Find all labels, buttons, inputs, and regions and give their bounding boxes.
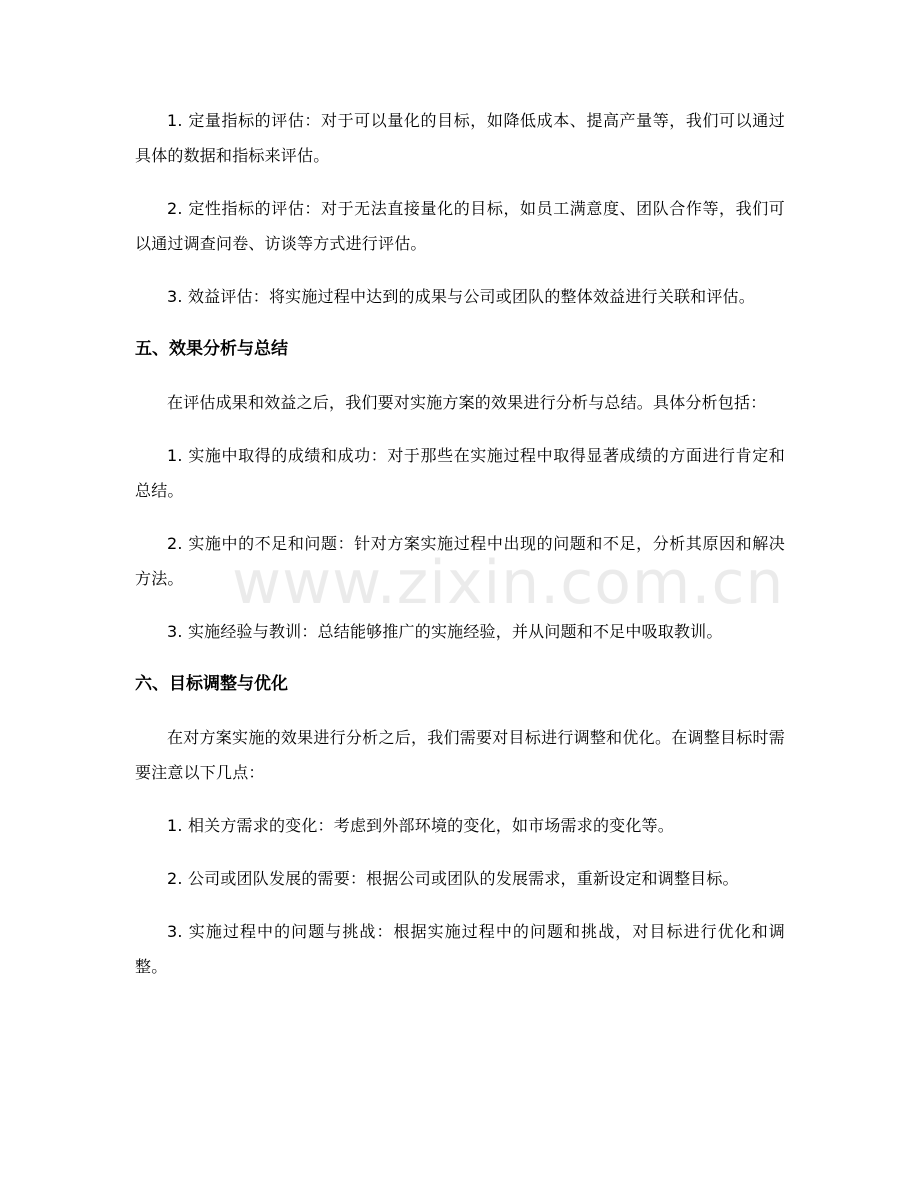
para-qualitative-evaluation: 2. 定性指标的评估：对于无法直接量化的目标，如员工满意度、团队合作等，我们可以通过调查问卷、访谈等方式进行评估。 — [135, 199, 785, 253]
para-development-needs: 2. 公司或团队发展的需要：根据公司或团队的发展需求，重新设定和调整目标。 — [167, 869, 739, 888]
para-section-5-intro: 在评估成果和效益之后，我们要对实施方案的效果进行分析与总结。具体分析包括： — [167, 393, 767, 412]
heading-section-6: 六、目标调整与优化 — [135, 674, 288, 694]
para-quantitative-evaluation: 1. 定量指标的评估：对于可以量化的目标，如降低成本、提高产量等，我们可以通过具体的数据和指标来评估。 — [135, 111, 785, 165]
heading-section-5: 五、效果分析与总结 — [135, 339, 288, 359]
para-stakeholder-needs: 1. 相关方需求的变化：考虑到外部环境的变化，如市场需求的变化等。 — [167, 816, 674, 835]
para-lessons: 3. 实施经验与教训：总结能够推广的实施经验，并从问题和不足中吸取教训。 — [167, 622, 723, 641]
watermark: www.zixin.com.cn — [232, 548, 785, 618]
para-shortcomings: 2. 实施中的不足和问题：针对方案实施过程中出现的问题和不足，分析其原因和解决方法。 — [135, 534, 785, 588]
para-section-6-intro: 在对方案实施的效果进行分析之后，我们需要对目标进行调整和优化。在调整目标时需要注意以下几点： — [135, 728, 785, 782]
para-problems-challenges: 3. 实施过程中的问题与挑战：根据实施过程中的问题和挑战，对目标进行优化和调整。 — [135, 922, 785, 976]
para-achievements: 1. 实施中取得的成绩和成功：对于那些在实施过程中取得显著成绩的方面进行肯定和总结。 — [135, 446, 785, 500]
para-benefit-evaluation: 3. 效益评估：将实施过程中达到的成果与公司或团队的整体效益进行关联和评估。 — [167, 287, 755, 306]
